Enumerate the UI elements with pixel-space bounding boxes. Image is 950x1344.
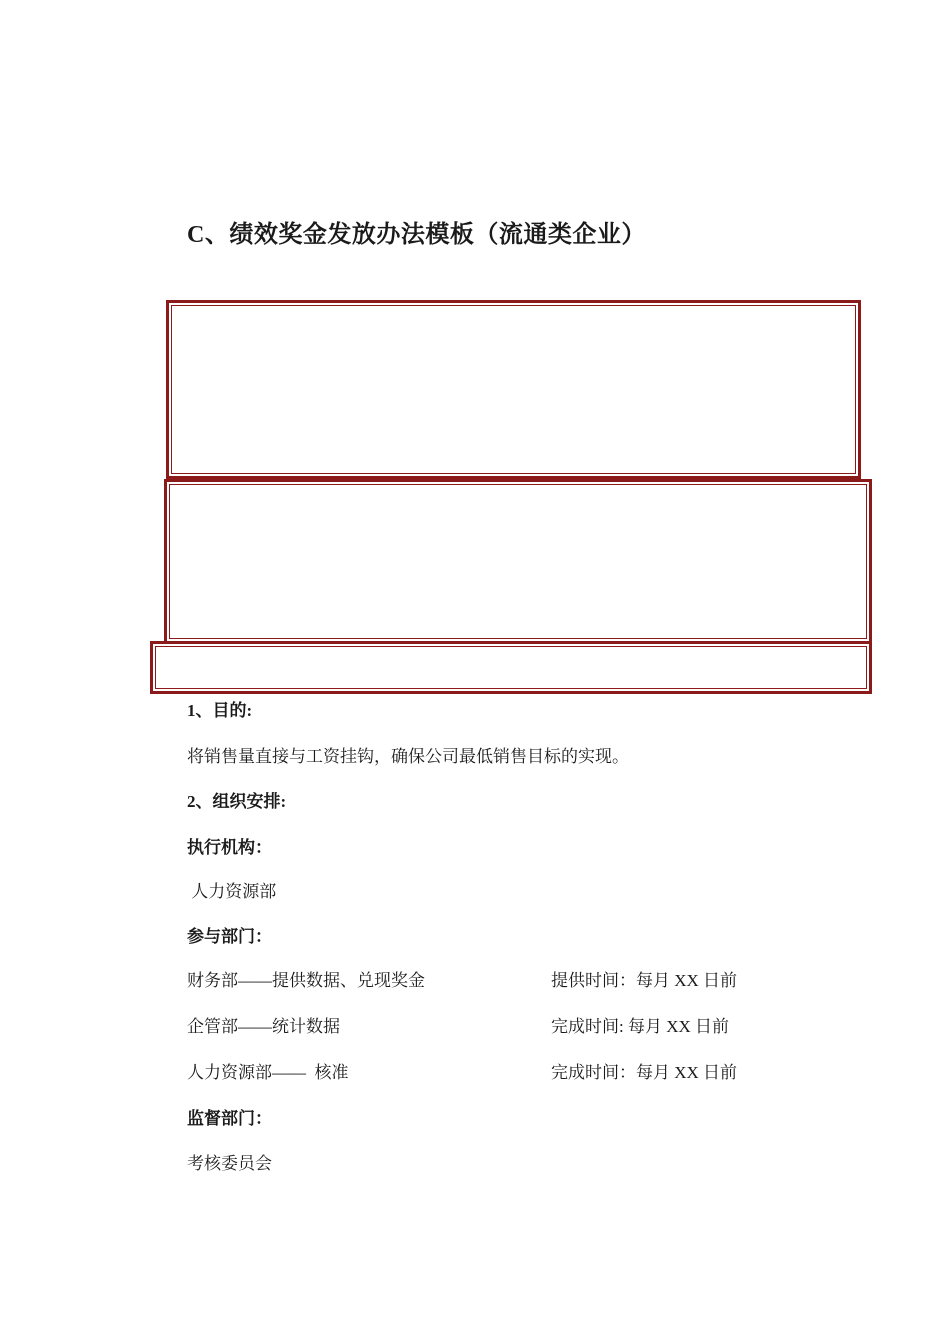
section-1-heading: 1、目的: — [187, 701, 253, 720]
executing-body-label: 执行机构： — [187, 838, 272, 857]
supervising-dept-value: 考核委员会 — [187, 1154, 272, 1173]
participant-time: 完成时间：每月 XX 日前 — [551, 1063, 738, 1082]
executing-body-value: 人力资源部 — [187, 882, 277, 901]
decorative-frame-middle — [164, 479, 872, 644]
decorative-frame-top — [166, 300, 861, 479]
page-title: C、绩效奖金发放办法模板（流通类企业） — [187, 222, 646, 248]
decorative-frame-bottom — [150, 641, 872, 694]
section-1-text: 将销售量直接与工资挂钩，确保公司最低销售目标的实现。 — [187, 747, 629, 766]
participant-dept: 财务部——提供数据、兑现奖金 — [187, 971, 425, 990]
supervising-dept-label: 监督部门： — [187, 1109, 272, 1128]
participant-time: 提供时间：每月 XX 日前 — [551, 971, 738, 990]
participant-dept: 企管部——统计数据 — [187, 1017, 340, 1036]
participant-dept: 人力资源部—— 核准 — [187, 1063, 349, 1082]
section-2-heading: 2、组织安排: — [187, 792, 287, 811]
participating-depts-label: 参与部门： — [187, 927, 272, 946]
participant-time: 完成时间: 每月 XX 日前 — [551, 1017, 730, 1036]
